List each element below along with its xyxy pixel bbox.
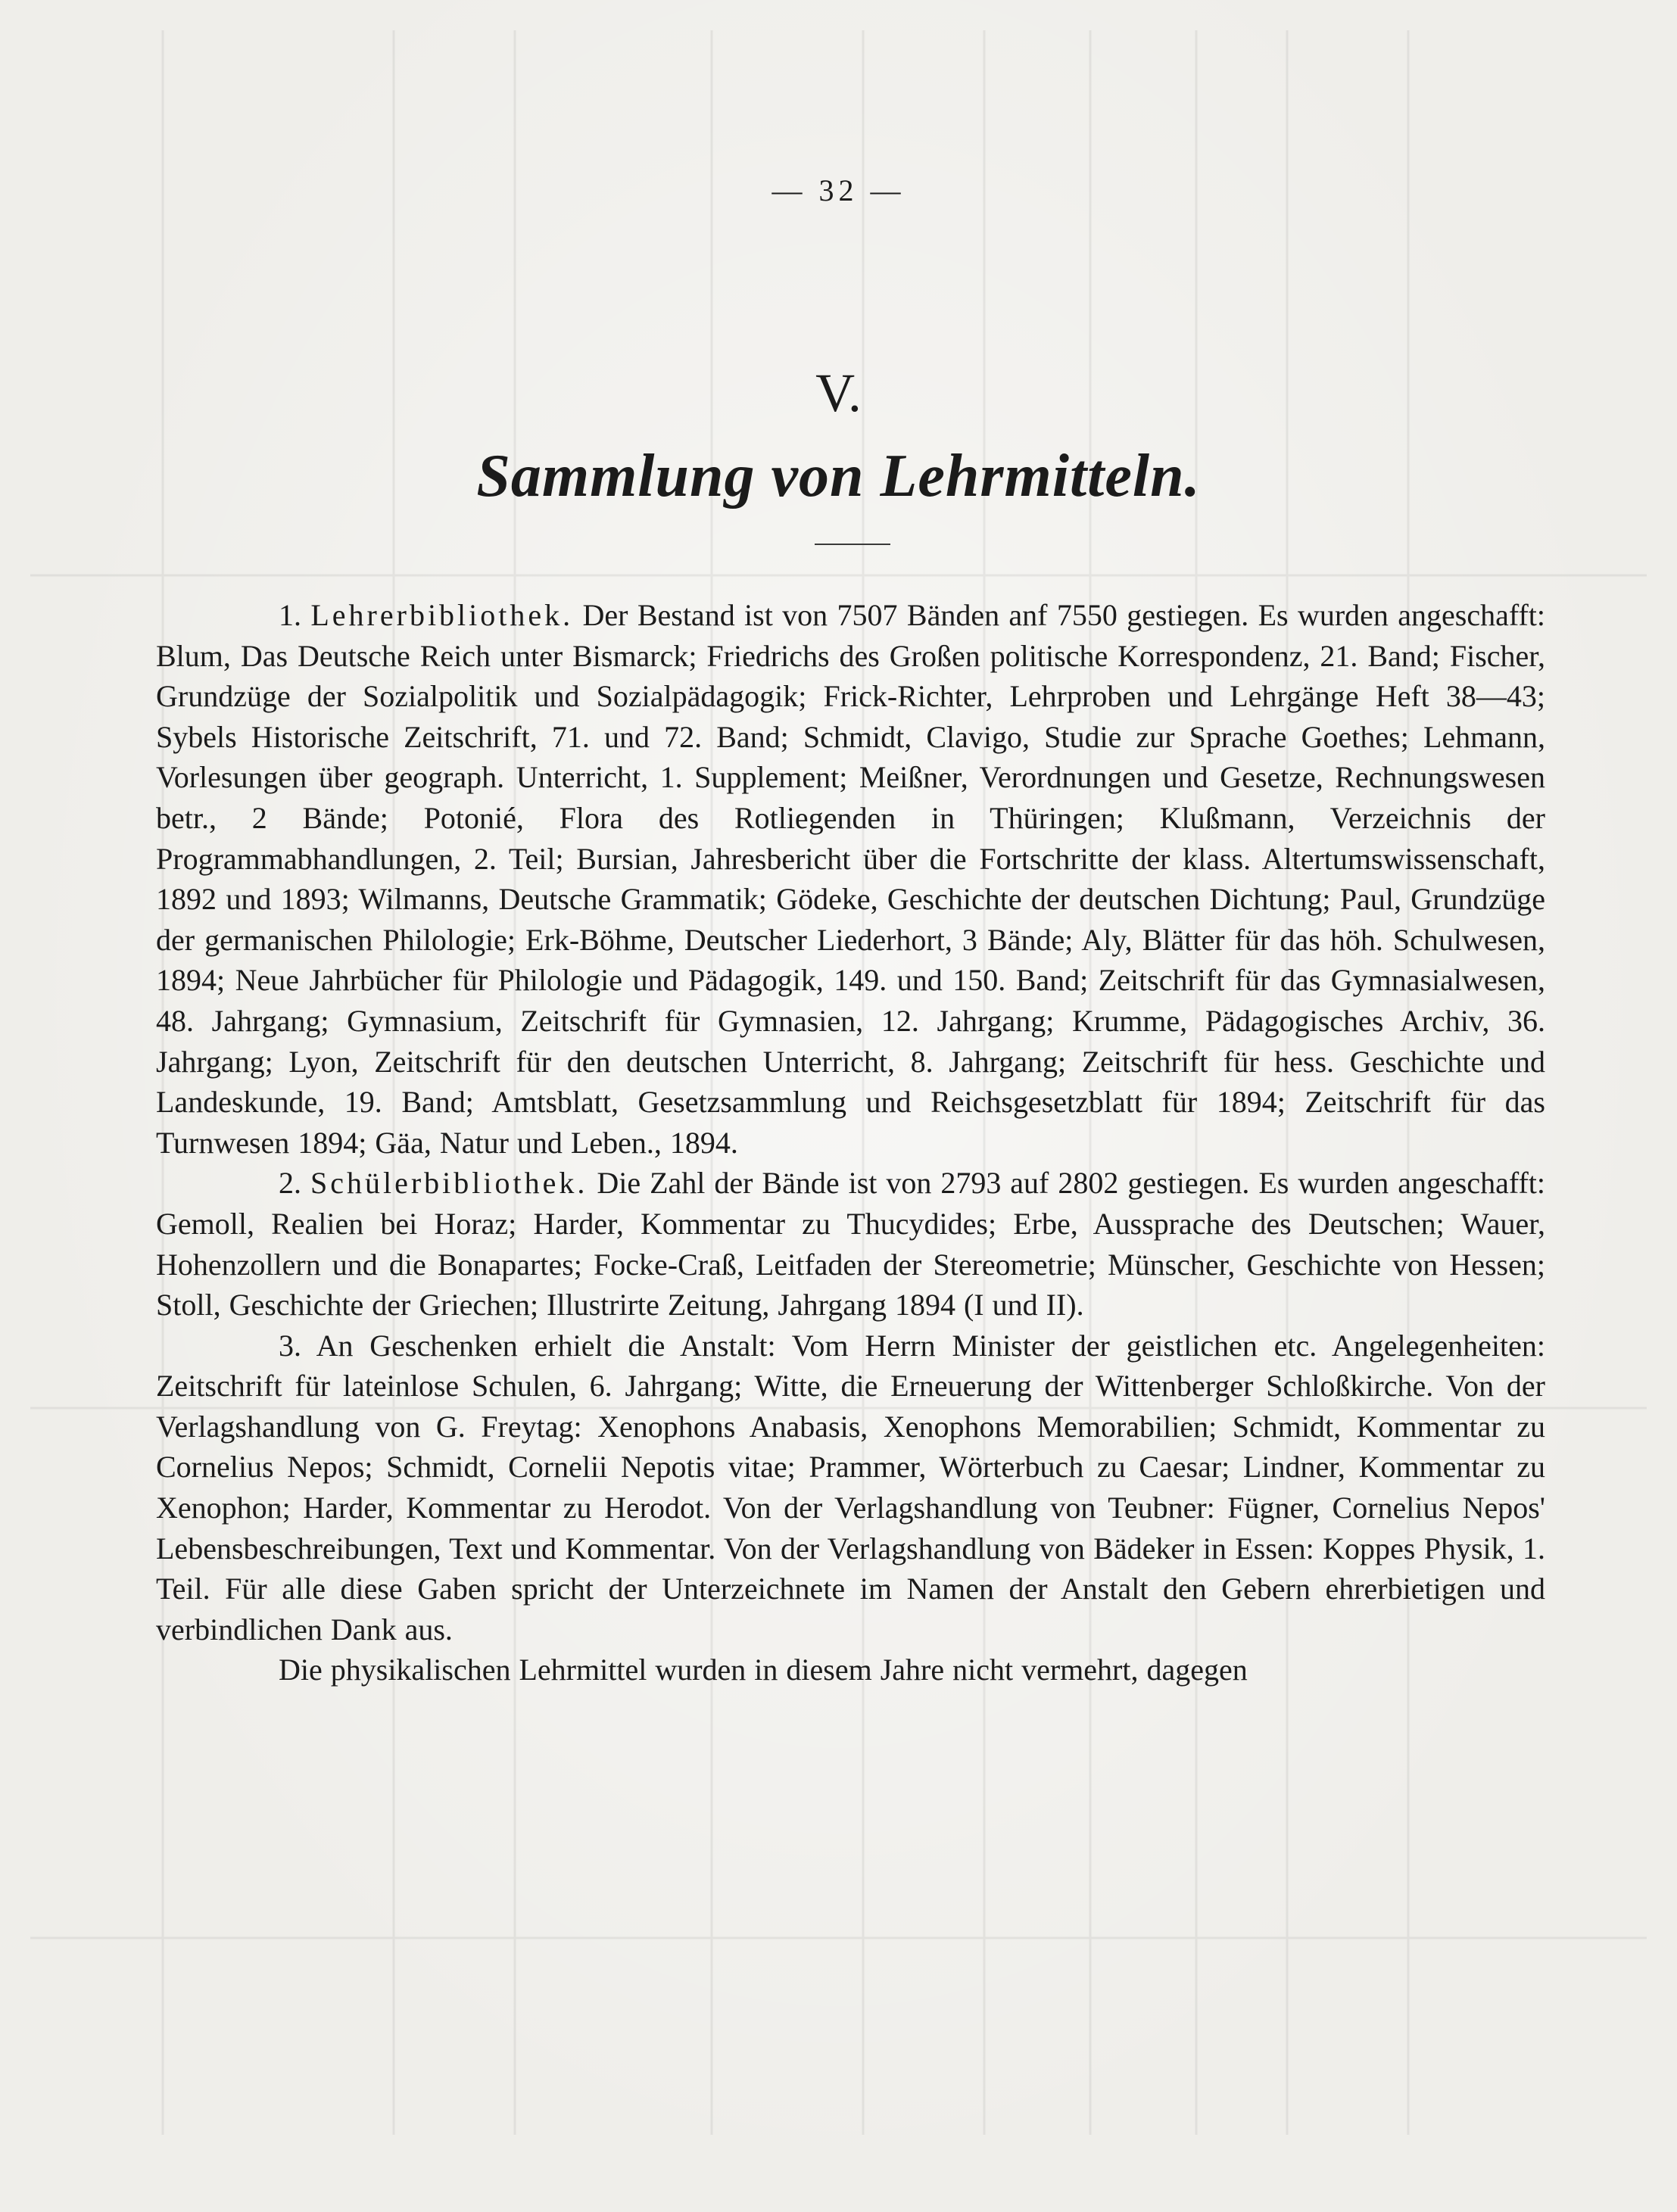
- paragraph-heading: Schülerbibliothek.: [310, 1166, 588, 1201]
- title-divider: [815, 544, 890, 545]
- page-number: — 32 —: [771, 173, 906, 207]
- paragraph-physik: [156, 1650, 1545, 1690]
- paragraph-lehrerbibliothek: [156, 595, 1545, 1163]
- paragraph-schuelerbibliothek: [156, 1163, 1545, 1325]
- paragraph-text: 3. An Geschenken erhielt die Anstalt: Vom Herrn Minister der geistlichen etc. Angelegenheiten: Zeitschrift für lateinlose Schulen, 6. Jahrgang; Witte, die Erneuerung der Wittenberger Schloßkirche. Von der Verlagshandlung von G. Freytag: Xenophons Anabasis, Xenophons Memorabilien; Schmidt, Kommentar zu Cornelius Nepos; Schmidt, Cornelii Nepotis vitae; Prammer, Wörterbuch zu Caesar; Lindner, Kommentar zu Xenophon; Harder, Kommentar zu Herodot. Von der Verlagshandlung von Teubner: Fügner, Cornelius Nepos' Lebensbeschreibungen, Text und Kommentar. Von der Verlagshandlung von Bädeker in Essen: Koppes Physik, 1. Teil. Für alle diese Gaben spricht der Unterzeichnete im Namen der Anstalt den Gebern ehrerbietigen und verbindlichen Dank aus.: [156, 1328, 1545, 1647]
- paragraph-text: Die Zahl der Bände ist von 2793 auf 2802 gestiegen. Es wurden angeschafft: Gemoll, Realien bei Horaz; Harder, Kommentar zu Thucydides; Erbe, Aussprache des Deutschen; Wauer, Hohenzollern und die Bonapartes; Focke-Craß, Leitfaden der Stereometrie; Münscher, Geschichte von Hessen; Stoll, Geschichte der Griechen; Illustrirte Zeitung, Jahrgang 1894 (I und II).: [156, 1166, 1545, 1323]
- paragraph-text: Die physikalischen Lehrmittel wurden in diesem Jahre nicht vermehrt, dagegen: [279, 1653, 1248, 1687]
- section-title: Sammlung von Lehrmitteln.: [476, 443, 1201, 509]
- paragraph-lead: 2.: [279, 1166, 310, 1201]
- paragraph-geschenke: [156, 1326, 1545, 1650]
- paragraph-lead: 1.: [279, 598, 311, 632]
- section-number: V.: [815, 363, 862, 423]
- body-text: [156, 595, 1545, 1690]
- paragraph-heading: Lehrerbibliothek.: [310, 598, 574, 632]
- paragraph-text: Der Bestand ist von 7507 Bänden anf 7550 gestiegen. Es wurden angeschafft: Blum, Das Deutsche Reich unter Bismarck; Friedrichs des Großen politische Korrespondenz, 21. Band; Fischer, Grundzüge der Sozialpolitik und Sozialpädagogik; Frick-Richter, Lehrproben und Lehrgänge Heft 38—43; Sybels Historische Zeitschrift, 71. und 72. Band; Schmidt, Clavigo, Studie zur Sprache Goethes; Lehmann, Vorlesungen über geograph. Unterricht, 1. Supplement; Meißner, Verordnungen und Gesetze, Rechnungswesen betr., 2 Bände; Potonié, Flora des Rotliegenden in Thüringen; Klußmann, Verzeichnis der Programmabhandlungen, 2. Teil; Bursian, Jahresbericht über die Fortschritte der klass. Altertumswissenschaft, 1892 und 1893; Wilmanns, Deutsche Grammatik; Gödeke, Geschichte der deutschen Dichtung; Paul, Grundzüge der germanischen Philologie; Erk-Böhme, Deutscher Liederhort, 3 Bände; Aly, Blätter für das höh. Schulwesen, 1894; Neue Jahrbücher für Philologie und Pädagogik, 149. und 150. Band; Zeitschrift für das Gymnasialwesen, 48. Jahrgang; Gymnasium, Zeitschrift für Gymnasien, 12. Jahrgang; Krumme, Pädagogisches Archiv, 36. Jahrgang; Lyon, Zeitschrift für den deutschen Unterricht, 8. Jahrgang; Zeitschrift für hess. Geschichte und Landeskunde, 19. Band; Amtsblatt, Gesetzsammlung und Reichsgesetzblatt für 1894; Zeitschrift für das Turnwesen 1894; Gäa, Natur und Leben., 1894.: [156, 598, 1546, 1160]
